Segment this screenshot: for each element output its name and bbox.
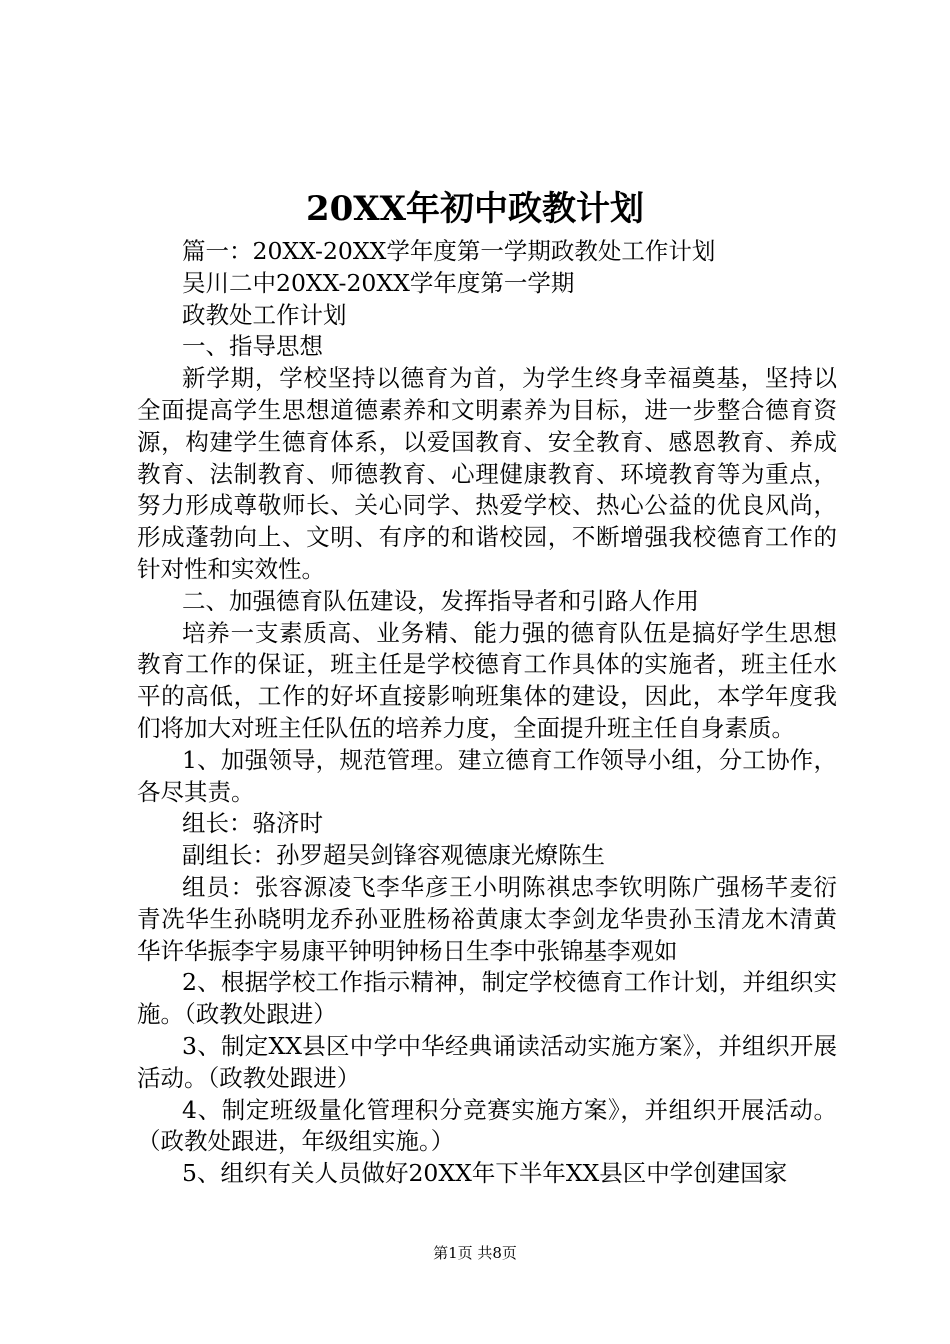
list-item-leadership: 1、加强领导，规范管理。建立德育工作领导小组，分工协作，各尽其责。 [137,745,837,806]
paragraph-group-leader: 组长：骆济时 [182,809,323,838]
page-footer: 第1页 共8页 [433,1244,517,1262]
list-item-organize-staff: 5、组织有关人员做好20XX年下半年XX县区中学创建国家 [182,1159,788,1188]
paragraph-guiding-ideology: 新学期，学校坚持以德育为首，为学生终身幸福奠基，坚持以全面提高学生思想道德素养和文明素养为目标，进一步整合德育资源，构建学生德育体系，以爱国教育、安全教育、感恩教育、养成教育、法制教育、师德教育、心理健康教育、环境教育等为重点，努力形成尊敬师长、关心同学、热爱学校、热心公益的优良风尚，形成蓬勃向上、文明、有序的和谐校园，不断增强我校德育工作的针对性和实效性。 [137,364,837,583]
paragraph-school-term: 吴川二中20XX-20XX学年度第一学期 [182,268,575,297]
list-item-classics-reading: 3、制定XX县区中学中华经典诵读活动实施方案》，并组织开展活动。（政教处跟进） [137,1031,837,1092]
section-heading-guiding-ideology: 一、指导思想 [182,332,323,361]
paragraph-team-building: 培养一支素质高、业务精、能力强的德育队伍是搞好学生思想教育工作的保证，班主任是学校德育工作具体的实施者，班主任水平的高低，工作的好坏直接影响班集体的建设，因此，本学年度我们将加大对班主任队伍的培养力度，全面提升班主任自身素质。 [137,618,837,742]
paragraph-deputy-leaders: 副组长：孙罗超吴剑锋容观德康光燎陈生 [182,841,605,870]
document-body [137,236,837,1190]
paragraph-plan-title: 政教处工作计划 [182,300,347,329]
paragraph-group-members: 组员：张容源凌飞李华彦王小明陈祺忠李钦明陈广强杨芊麦衍青冼华生孙晓明龙乔孙亚胜杨裕黄康太李剑龙华贵孙玉清龙木清黄华许华振李宇易康平钟明钟杨日生李中张锦基李观如 [137,872,837,965]
list-item-class-scoring: 4、制定班级量化管理积分竞赛实施方案》，并组织开展活动。（政教处跟进，年级组实施。） [137,1095,837,1156]
document-title: 20XX年初中政教计划 [305,189,645,229]
paragraph-heading-part-one: 篇一：20XX-20XX学年度第一学期政教处工作计划 [182,237,716,265]
list-item-work-plan: 2、根据学校工作指示精神，制定学校德育工作计划，并组织实施。（政教处跟进） [137,968,837,1029]
section-heading-team-building: 二、加强德育队伍建设，发挥指导者和引路人作用 [182,586,699,615]
